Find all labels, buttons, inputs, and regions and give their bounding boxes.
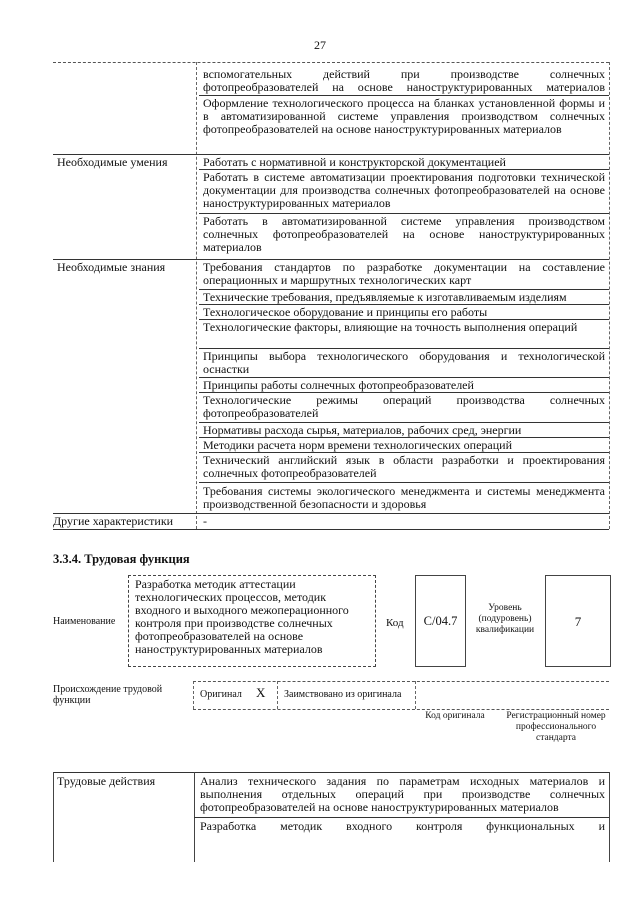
list-item: Работать с нормативной и конструкторской документацией [203, 155, 506, 169]
list-item: Работать в автоматизированной системе управления производством солнечных фотопреобразователей на основе наноструктурированных материалов [203, 214, 605, 254]
list-item: Технический английский язык в области разработки и проектирования солнечных фотопреобразователей [203, 453, 605, 480]
name-box [128, 575, 376, 667]
row-label-actions: Трудовые действия [57, 774, 156, 788]
reg-number-caption: Регистрационный номер профессионального стандарта [506, 711, 606, 743]
list-item: Технологические факторы, влияющие на точность выполнения операций [203, 320, 578, 334]
original-mark: X [256, 685, 266, 700]
page-number: 27 [314, 38, 326, 52]
name-label: Наименование [53, 616, 116, 627]
level-label: Уровень (подуровень) квалификации [475, 603, 535, 635]
list-item: Технические требования, предъявляемые к изготавливаемым изделиям [203, 290, 567, 304]
section-title: 3.3.4. Трудовая функция [53, 552, 190, 566]
code-label: Код [386, 617, 404, 629]
row-label-skills: Необходимые умения [57, 155, 168, 169]
code-box [415, 575, 466, 667]
borrowed-label: Заимствовано из оригинала [284, 689, 402, 700]
list-item: Принципы выбора технологического оборудования и технологической оснастки [203, 349, 605, 376]
list-item: Принципы работы солнечных фотопреобразователей [203, 378, 474, 392]
list-item: Оформление технологического процесса на бланках установленной формы и в автоматизированной системе управления производством солнечных фотопреобразователей на основе наноструктурированных материалов [203, 96, 605, 136]
level-value: 7 [574, 614, 582, 629]
orig-code-caption: Код оригинала [425, 711, 485, 721]
list-item: вспомогательных действий при производстве солнечных фотопреобразователей на основе наноструктурированных материалов [203, 67, 605, 94]
list-item: Работать в системе автоматизации проектирования подготовки технической документации для производства солнечных фотопреобразователей на основе наноструктурированных материалов [203, 170, 605, 210]
original-label: Оригинал [200, 689, 242, 700]
list-item: - [203, 514, 207, 528]
list-item: Технологические режимы операций производства солнечных фотопреобразователей [203, 393, 605, 420]
function-name: Разработка методик аттестации технологических процессов, методик входного и выходного межоперационного контроля при производстве солнечных фотопреобразователей на основе наноструктурированных материалов [135, 577, 349, 656]
code-value: С/04.7 [423, 614, 458, 628]
list-item: Разработка методик входного контроля функциональных и [200, 819, 605, 833]
row-label-knowledge: Необходимые знания [57, 260, 166, 274]
list-item: Анализ технического задания по параметрам исходных материалов и выполнения отдельных операций при производстве солнечных фотопреобразователей на основе наноструктурированных материалов [200, 774, 605, 814]
level-box [545, 575, 611, 667]
list-item: Нормативы расхода сырья, материалов, рабочих сред, энергии [203, 423, 522, 437]
list-item: Методики расчета норм времени технологических операций [203, 438, 513, 452]
row-label-other: Другие характеристики [53, 514, 174, 528]
list-item: Технологическое оборудование и принципы его работы [203, 305, 488, 319]
list-item: Требования системы экологического менеджмента и системы менеджмента производственной безопасности и здоровья [203, 484, 605, 511]
list-item: Требования стандартов по разработке документации на составление операционных и маршрутных технологических карт [203, 260, 605, 287]
origin-label: Происхождение трудовой функции [53, 684, 163, 706]
